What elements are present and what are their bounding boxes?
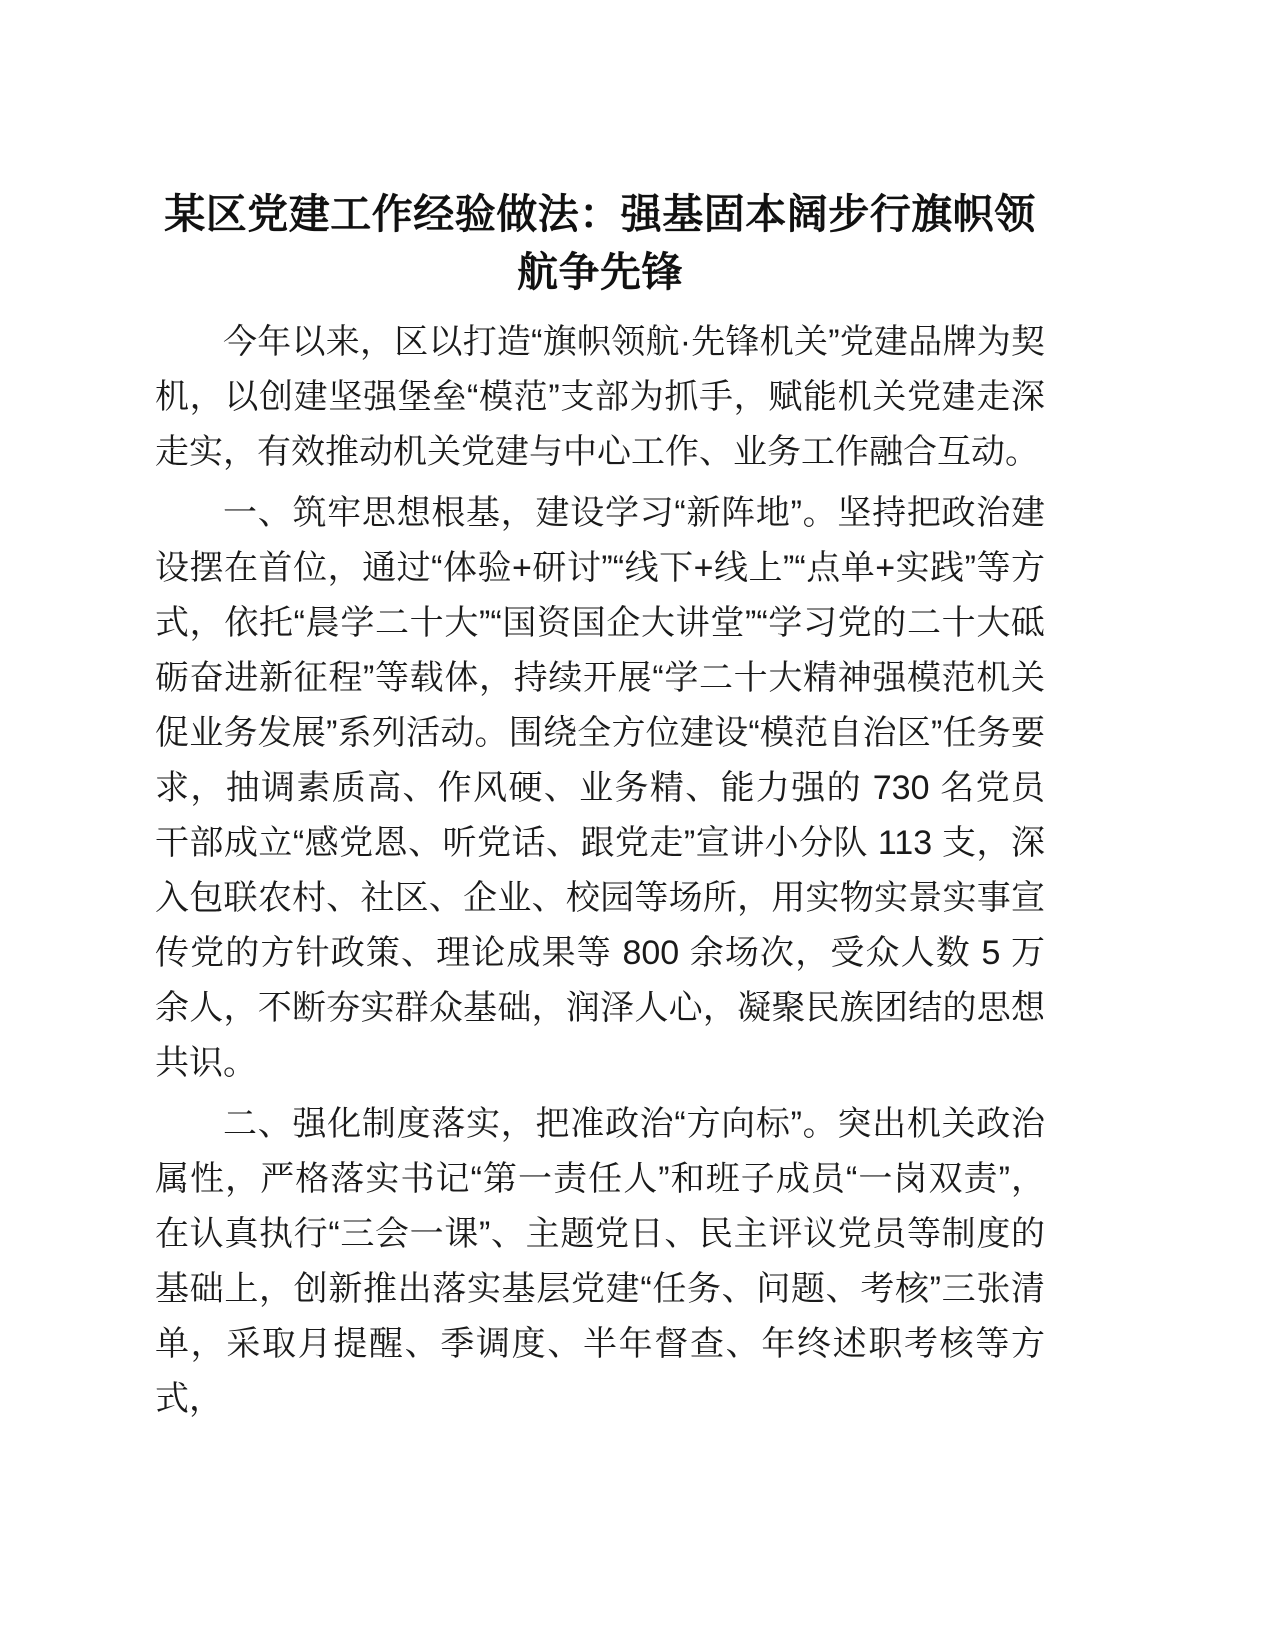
paragraph-intro: 今年以来，区以打造“旗帜领航·先锋机关”党建品牌为契机，以创建坚强堡垒“模范”支部为抓手，赋能机关党建走深走实，有效推动机关党建与中心工作、业务工作融合互动。 — [155, 323, 1045, 471]
paragraph-section-two: 二、强化制度落实，把准政治“方向标”。突出机关政治属性，严格落实书记“第一责任人”和班子成员“一岗双责”，在认真执行“三会一课”、主题党日、民主评议党员等制度的基础上，创新推出落实基层党建“任务、问题、考核”三张清单，采取月提醒、季调度、半年督查、年终述职考核等方式， — [155, 1105, 1045, 1418]
paragraph-section-one: 一、筑牢思想根基，建设学习“新阵地”。坚持把政治建设摆在首位，通过“体验+研讨”“线下+线上”“点单+实践”等方式，依托“晨学二十大”“国资国企大讲堂”“学习党的二十大砥砺奋进新征程”等载体，持续开展“学二十大精神强模范机关促业务发展”系列活动。围绕全方位建设“模范自治区”任务要求，抽调素质高、作风硬、业务精、能力强的 730 名党员干部成立“感党恩、听党话、跟党走”宣讲小分队 113 支，深入包联农村、社区、企业、校园等场所，用实物实景实事宣传党的方针政策、理论成果等 800 余场次，受众人数 5 万余人，不断夯实群众基础，润泽人心，凝聚民族团结的思想共识。 — [155, 494, 1045, 1082]
document-body — [155, 185, 1045, 1427]
page-title: 某区党建工作经验做法：强基固本阔步行旗帜领航争先锋 — [164, 191, 1036, 295]
